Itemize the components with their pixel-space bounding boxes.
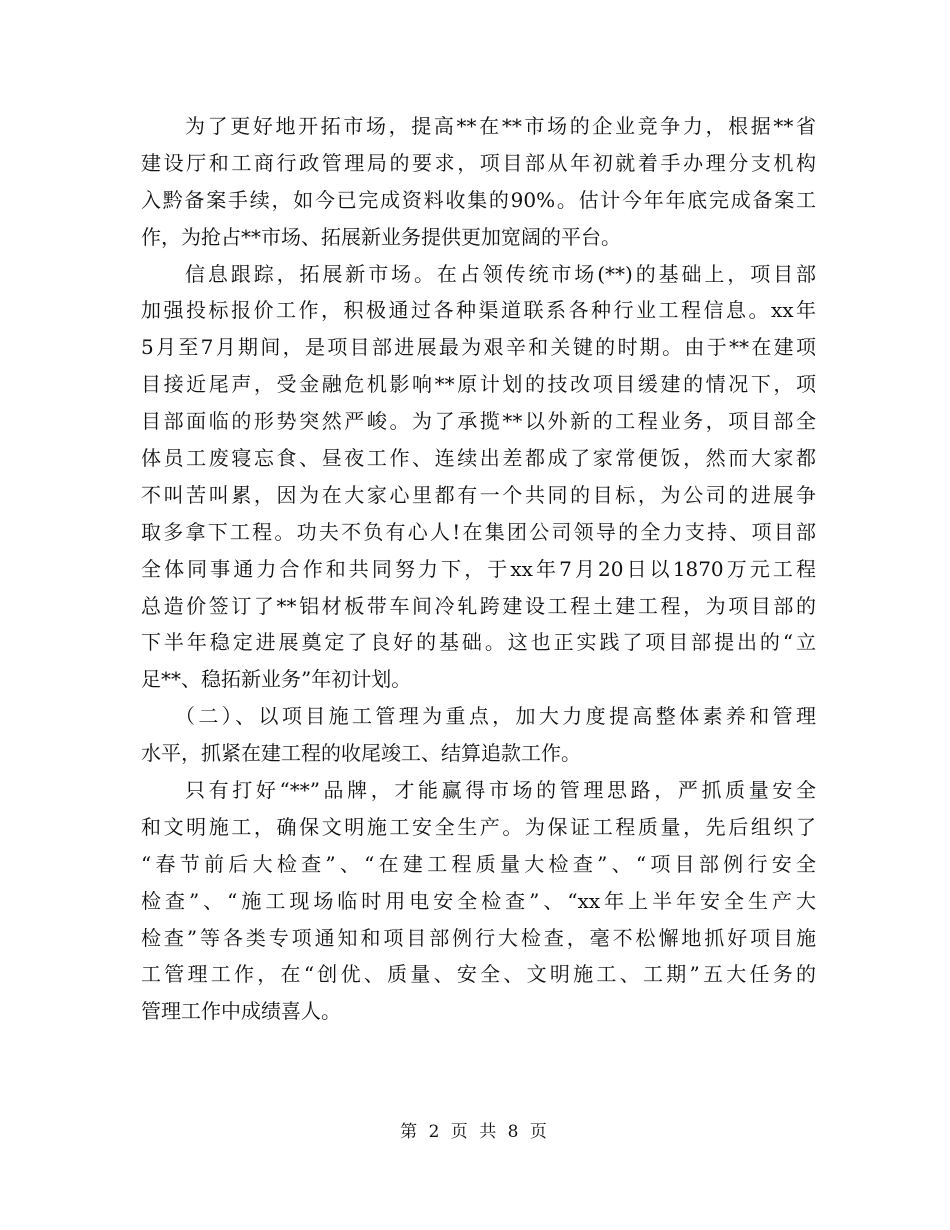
text-line: 入黔备案手续，如今已完成资料收集的90%。估计今年年底完成备案工 xyxy=(141,187,816,212)
text-line: 检查”等各类专项通知和项目部例行大检查，毫不松懈地抓好项目施 xyxy=(141,925,816,950)
section-heading-line: （二）、以项目施工管理为重点，加大力度提高整体素养和管理 xyxy=(175,704,816,729)
text-line: 目部面临的形势突然严峻。为了承揽**以外新的工程业务，项目部全 xyxy=(141,409,816,434)
text-line: 足**、稳拓新业务”年初计划。 xyxy=(141,667,412,692)
text-line: 建设厅和工商行政管理局的要求，项目部从年初就着手办理分支机构 xyxy=(141,150,816,175)
text-line: 为了更好地开拓市场，提高**在**市场的企业竞争力，根据**省 xyxy=(185,114,816,138)
paragraph-quality-safety xyxy=(141,772,816,1030)
paragraph-market-expansion xyxy=(141,108,816,256)
section-heading-line: 水平，抓紧在建工程的收尾竣工、结算追款工作。 xyxy=(141,741,581,766)
text-line: 取多拿下工程。功夫不负有心人!在集团公司领导的全力支持、项目部 xyxy=(141,519,816,544)
text-line: 加强投标报价工作，积极通过各种渠道联系各种行业工程信息。xx年 xyxy=(141,298,816,323)
page-number-footer: 第 2 页 共 8 页 xyxy=(400,1122,550,1142)
text-line: 只有打好“**”品牌，才能赢得市场的管理思路，严抓质量安全 xyxy=(185,778,816,803)
text-line: 不叫苦叫累，因为在大家心里都有一个共同的目标，为公司的进展争 xyxy=(141,482,816,507)
paragraph-section-heading-two xyxy=(141,698,816,772)
text-line: 下半年稳定进展奠定了良好的基础。这也正实践了项目部提出的“立 xyxy=(141,630,816,655)
text-line: 信息跟踪，拓展新市场。在占领传统市场(**)的基础上，项目部 xyxy=(185,261,816,286)
text-line: 目接近尾声，受金融危机影响**原计划的技改项目缓建的情况下，项 xyxy=(141,372,816,397)
text-line: 总造价签订了**铝材板带车间冷轧跨建设工程土建工程，为项目部的 xyxy=(141,593,816,618)
text-line: 管理工作中成绩喜人。 xyxy=(141,999,341,1024)
text-line: 和文明施工，确保文明施工安全生产。为保证工程质量，先后组织了 xyxy=(141,814,816,839)
text-line: 体员工废寝忘食、昼夜工作、连续出差都成了家常便饭，然而大家都 xyxy=(141,446,816,471)
text-line: 全体同事通力合作和共同努力下，于xx年7月20日以1870万元工程 xyxy=(141,556,816,581)
text-line: “春节前后大检查”、“在建工程质量大检查”、“项目部例行安全 xyxy=(141,851,816,876)
text-line: 工管理工作，在“创优、质量、安全、文明施工、工期”五大任务的 xyxy=(141,962,816,987)
paragraph-info-tracking xyxy=(141,256,816,699)
text-line: 5月至7月期间，是项目部进展最为艰辛和关键的时期。由于**在建项 xyxy=(141,335,816,360)
text-line: 检查”、“施工现场临时用电安全检查”、“xx年上半年安全生产大 xyxy=(141,888,816,913)
text-line: 作，为抢占**市场、拓展新业务提供更加宽阔的平台。 xyxy=(141,224,621,249)
document-body xyxy=(141,108,816,1030)
